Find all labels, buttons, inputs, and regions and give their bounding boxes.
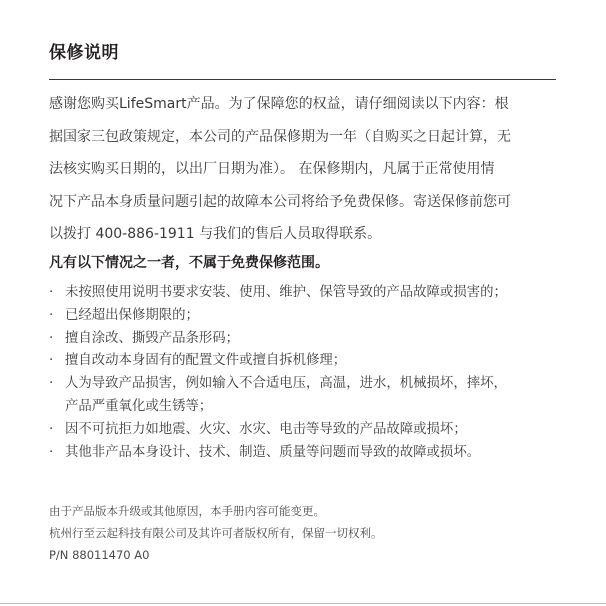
list-item: [49, 373, 559, 419]
footer-notice: 由于产品版本升级或其他原因，本手册内容可能变更。: [49, 504, 325, 518]
footer-part-number: P/N 88011470 A0: [49, 548, 150, 562]
list-item: [49, 282, 559, 305]
intro-line: 感谢您购买LifeSmart产品。为了保障您的权益，请仔细阅读以下内容：根: [49, 96, 509, 112]
exclusions-heading: 凡有以下情况之一者，不属于免费保修范围。: [49, 255, 329, 271]
list-item: [49, 442, 559, 465]
exclusions-list: [49, 282, 559, 464]
list-item: [49, 350, 559, 373]
bottom-divider: [0, 603, 606, 604]
title-divider: [49, 79, 556, 80]
intro-line: 况下产品本身质量问题引起的故障本公司将给予免费保修。寄送保修前您可: [49, 193, 511, 210]
intro-paragraph: [49, 88, 559, 251]
footer: [49, 500, 383, 566]
bullet-icon: ·: [49, 353, 54, 369]
list-item-text: 人为导致产品损害，例如输入不合适电压，高温，进水，机械损坏，摔坏，: [65, 376, 507, 392]
bullet-icon: ·: [49, 421, 54, 437]
intro-line: 以拨打 400-886-1911 与我们的售后人员取得联系。: [49, 226, 382, 243]
list-item: [49, 419, 559, 442]
page-title: 保修说明: [49, 43, 119, 63]
intro-line: 法核实购买日期的，以出厂日期为准）。 在保修期内，凡属于正常使用情: [49, 161, 495, 178]
list-item-text: 擅自改动本身固有的配置文件或擅自拆机修理；: [65, 353, 347, 369]
list-item: [49, 305, 559, 328]
bullet-icon: ·: [49, 285, 54, 300]
list-item-text: 因不可抗拒力如地震、火灾、水灾、电击等导致的产品故障或损坏；: [65, 421, 467, 437]
intro-line: 据国家三包政策规定，本公司的产品保修期为一年（自购买之日起计算，无: [49, 128, 511, 145]
footer-copyright: 杭州行至云起科技有限公司及其许可者版权所有，保留一切权利。: [49, 526, 383, 540]
bullet-icon: ·: [49, 444, 54, 460]
list-item-text: 擅自涂改、撕毁产品条形码；: [65, 330, 240, 346]
list-item-text: 未按照使用说明书要求安装、使用、维护、保管导致的产品故障或损害的；: [65, 285, 507, 300]
bullet-icon: ·: [49, 376, 54, 392]
bullet-icon: ·: [49, 307, 54, 323]
list-item: [49, 328, 559, 351]
list-item-text-continued: 产品严重氧化或生锈等；: [65, 398, 213, 414]
bullet-icon: ·: [49, 330, 54, 346]
list-item-text: 其他非产品本身设计、技术、制造、质量等问题而导致的故障或损坏。: [65, 444, 481, 460]
list-item-text: 已经超出保修期限的；: [65, 307, 199, 323]
